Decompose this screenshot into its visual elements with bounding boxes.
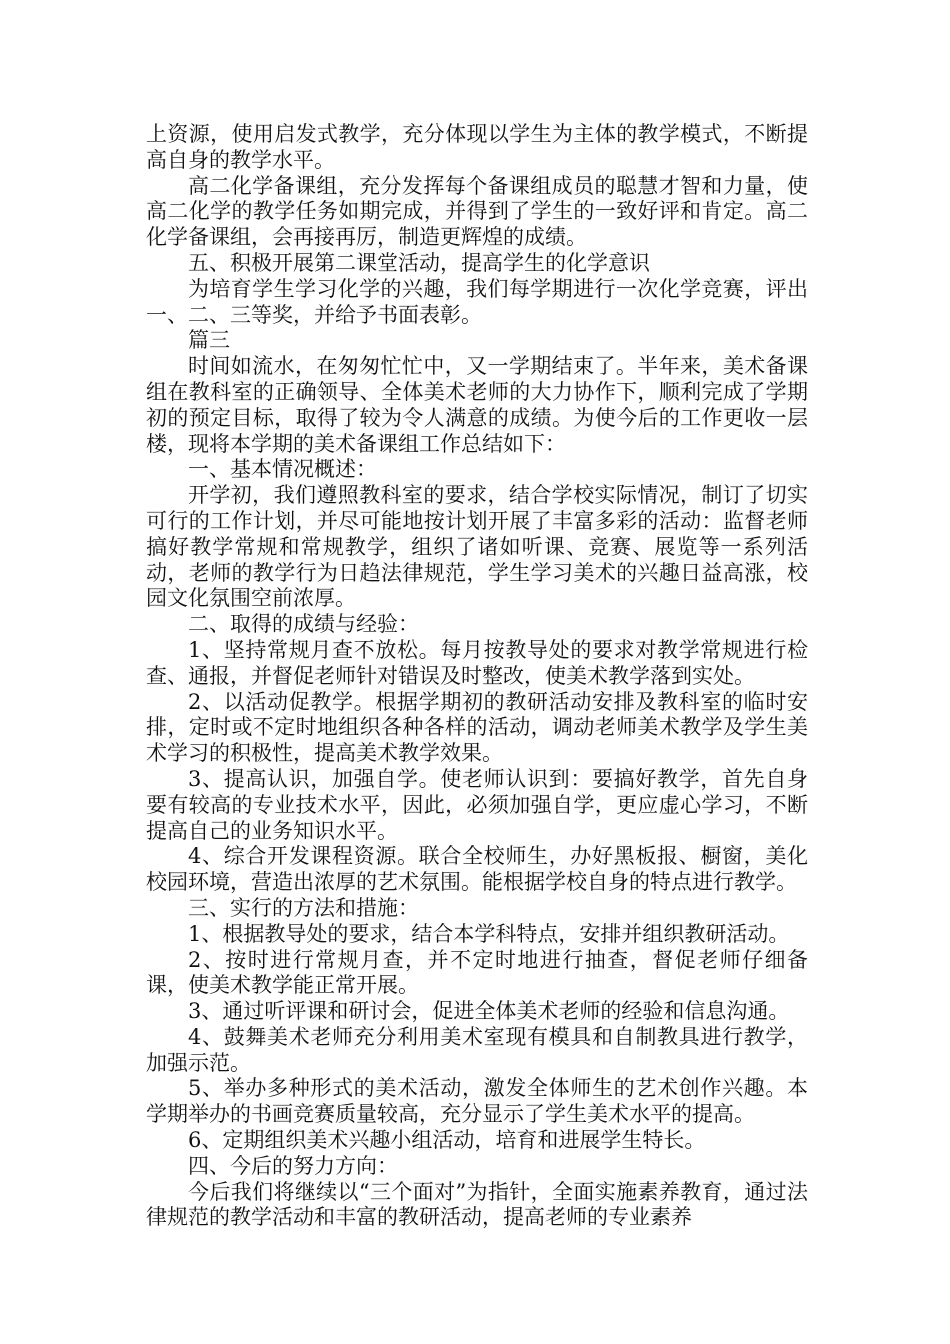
list-item: 4、综合开发课程资源。联合全校师生，办好黑板报、橱窗，美化校园环境，营造出浓厚的艺术氛围。能根据学校自身的特点进行教学。: [146, 844, 808, 895]
section-heading: 四、今后的努力方向：: [188, 1153, 398, 1178]
section-heading: 二、取得的成绩与经验：: [188, 612, 419, 637]
paragraph: 上资源，使用启发式教学，充分体现以学生为主体的教学模式，不断提高自身的教学水平。: [146, 122, 808, 172]
list-item: 5、举办多种形式的美术活动，激发全体师生的艺术创作兴趣。本学期举办的书画竞赛质量较高，充分显示了学生美术水平的提高。: [146, 1076, 808, 1127]
list-item: 1、坚持常规月查不放松。每月按教导处的要求对教学常规进行检查、通报，并督促老师针对错误及时整改，使美术教学落到实处。: [146, 637, 808, 688]
section-heading: 一、基本情况概述：: [188, 457, 377, 482]
document-page: [146, 122, 808, 1231]
list-item: 2、按时进行常规月查，并不定时地进行抽查，督促老师仔细备课，使美术教学能正常开展。: [146, 947, 808, 998]
list-item: 4、鼓舞美术老师充分利用美术室现有模具和自制教具进行教学，加强示范。: [146, 1024, 808, 1075]
section-heading: 五、积极开展第二课堂活动，提高学生的化学意识: [188, 250, 650, 275]
section-heading: 三、实行的方法和措施：: [188, 895, 419, 920]
paragraph: 高二化学备课组，充分发挥每个备课组成员的聪慧才智和力量，使高二化学的教学任务如期完成，并得到了学生的一致好评和肯定。高二化学备课组，会再接再厉，制造更辉煌的成绩。: [146, 173, 808, 250]
part-heading: 篇三: [188, 328, 230, 353]
list-item: 3、提高认识，加强自学。使老师认识到：要搞好教学，首先自身要有较高的专业技术水平，因此，必须加强自学，更应虚心学习，不断提高自己的业务知识水平。: [146, 766, 808, 843]
list-item: 3、通过听评课和研讨会，促进全体美术老师的经验和信息沟通。: [188, 999, 790, 1024]
paragraph: 开学初，我们遵照教科室的要求，结合学校实际情况，制订了切实可行的工作计划，并尽可能地按计划开展了丰富多彩的活动：监督老师搞好教学常规和常规教学，组织了诸如听课、竞赛、展览等一系列活动，老师的教学行为日趋法律规范，学生学习美术的兴趣日益高涨，校园文化氛围空前浓厚。: [146, 483, 808, 611]
list-item: 6、定期组织美术兴趣小组活动，培育和进展学生特长。: [188, 1128, 706, 1153]
paragraph: 为培育学生学习化学的兴趣，我们每学期进行一次化学竞赛，评出一、二、三等奖，并给予书面表彰。: [146, 276, 808, 327]
paragraph: 今后我们将继续以“三个面对”为指针，全面实施素养教育，通过法律规范的教学活动和丰富的教研活动，提高老师的专业素养: [146, 1179, 808, 1230]
paragraph: 时间如流水，在匆匆忙忙中，又一学期结束了。半年来，美术备课组在教科室的正确领导、全体美术老师的大力协作下，顺利完成了学期初的预定目标，取得了较为令人满意的成绩。为使今后的工作更收一层楼，现将本学期的美术备课组工作总结如下：: [146, 354, 808, 456]
list-item: 2、以活动促教学。根据学期初的教研活动安排及教科室的临时安排，定时或不定时地组织各种各样的活动，调动老师美术教学及学生美术学习的积极性，提高美术教学效果。: [146, 689, 808, 766]
list-item: 1、根据教导处的要求，结合本学科特点，安排并组织教研活动。: [188, 921, 790, 946]
